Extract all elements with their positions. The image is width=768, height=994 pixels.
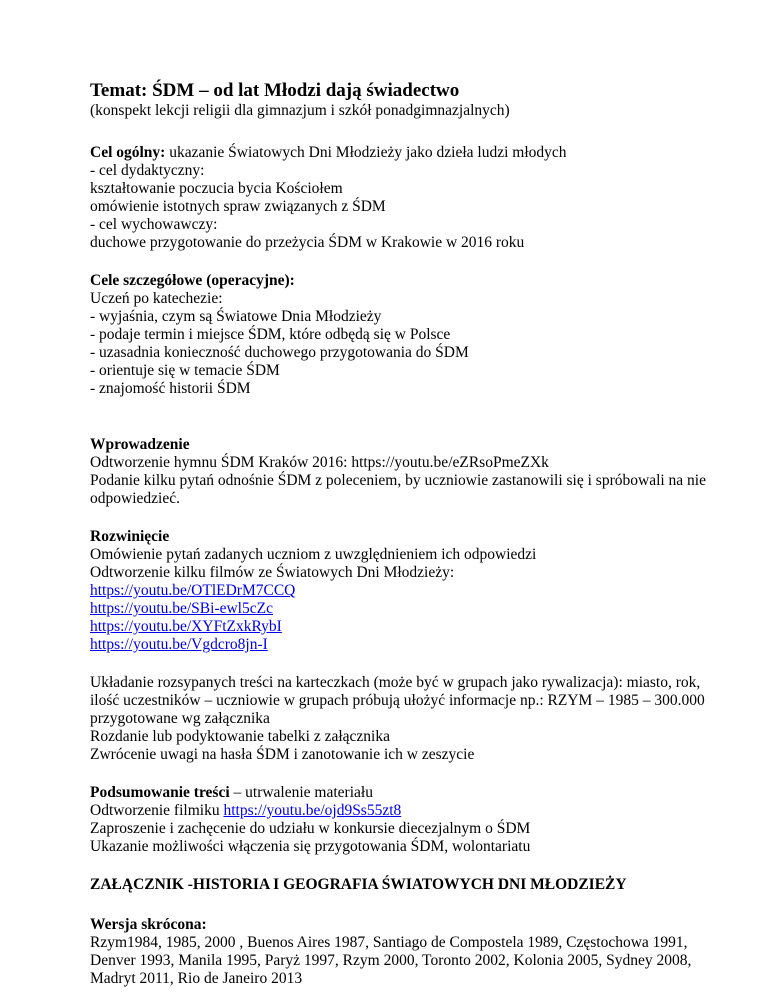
zalacznik-label: Wersja skrócona: bbox=[90, 916, 207, 933]
cele-szczegolowe-item: - znajomość historii ŚDM bbox=[90, 380, 251, 397]
cel-ogolny-item: omówienie istotnych spraw związanych z ŚDM bbox=[90, 198, 386, 215]
cele-szczegolowe-item: - wyjaśnia, czym są Światowe Dnia Młodzieży bbox=[90, 308, 382, 325]
section-cel-ogolny bbox=[90, 144, 728, 252]
podsumowanie-heading bbox=[90, 784, 728, 802]
podsumowanie-line: Zaproszenie i zachęcenie do udziału w konkursie diecezjalnym o ŚDM bbox=[90, 820, 531, 837]
video-link[interactable]: https://youtu.be/SBi-ewl5cZc bbox=[90, 600, 273, 617]
cel-ogolny-text: ukazanie Światowych Dni Młodzieży jako dzieła ludzi młodych bbox=[165, 144, 567, 161]
page-subtitle: (konspekt lekcji religii dla gimnazjum i szkół ponadgimnazjalnych) bbox=[90, 102, 510, 119]
cel-ogolny-line bbox=[90, 144, 728, 162]
video-link[interactable]: https://youtu.be/Vgdcro8jn-I bbox=[90, 636, 268, 653]
film-link[interactable]: https://youtu.be/ojd9Ss55zt8 bbox=[223, 802, 402, 819]
podsumowanie-film-prefix: Odtworzenie filmiku bbox=[90, 802, 224, 819]
zalacznik-heading: ZAŁĄCZNIK -HISTORIA I GEOGRAFIA ŚWIATOWYCH DNI MŁODZIEŻY bbox=[90, 876, 627, 893]
cel-ogolny-item: duchowe przygotowanie do przeżycia ŚDM w Krakowie w 2016 roku bbox=[90, 234, 525, 251]
wprowadzenie-paragraph: Podanie kilku pytań odnośnie ŚDM z poleceniem, by uczniowie zastanowili się i spróbowali na nie odpowiedzieć. bbox=[90, 472, 706, 507]
cele-szczegolowe-item: - podaje termin i miejsce ŚDM, które odbędą się w Polsce bbox=[90, 326, 451, 343]
cel-ogolny-item: kształtowanie poczucia bycia Kościołem bbox=[90, 180, 343, 197]
cele-szczegolowe-item: - orientuje się w temacie ŚDM bbox=[90, 362, 280, 379]
cel-ogolny-label: Cel ogólny: bbox=[90, 144, 166, 161]
wprowadzenie-hymn: Odtworzenie hymnu ŚDM Kraków 2016: https://youtu.be/eZRsoPmeZXk bbox=[90, 454, 549, 471]
podsumowanie-film bbox=[90, 802, 728, 820]
zalacznik-paragraph: Rzym1984, 1985, 2000 , Buenos Aires 1987, Santiago de Compostela 1989, Częstochowa 1991, Denver 1993, Manila 1995, Paryż 1997, Rzym 2000, Toronto 2002, Kolonia 2005, Sydney 2008, Madryt 2011, Rio de Janeiro 2013 bbox=[90, 934, 692, 987]
section-podsumowanie bbox=[90, 784, 728, 856]
ukladanie-paragraph: Układanie rozsypanych treści na karteczkach (może być w grupach jako rywalizacja): miasto, rok, ilość uczestników – uczniowie w grupach próbują ułożyć informacje np.: RZYM – 1985 – 300.000 przygotowane wg załącznika bbox=[90, 674, 705, 727]
cele-szczegolowe-item: Uczeń po katechezie: bbox=[90, 290, 223, 307]
ukladanie-line: Rozdanie lub podyktowanie tabelki z załącznika bbox=[90, 728, 390, 745]
video-link[interactable]: https://youtu.be/OTlEDrM7CCQ bbox=[90, 582, 296, 599]
wprowadzenie-label: Wprowadzenie bbox=[90, 436, 190, 453]
rozwiniecie-label: Rozwinięcie bbox=[90, 528, 170, 545]
section-cele-szczegolowe bbox=[90, 272, 728, 398]
cele-szczegolowe-label: Cele szczegółowe (operacyjne): bbox=[90, 272, 295, 289]
page-title: Temat: ŚDM – od lat Młodzi dają świadectwo bbox=[90, 80, 460, 101]
section-rozwiniecie bbox=[90, 528, 728, 654]
ukladanie-line: Zwrócenie uwagi na hasła ŚDM i zanotowanie ich w zeszycie bbox=[90, 746, 475, 763]
podsumowanie-label-rest: – utrwalenie materiału bbox=[229, 784, 373, 801]
section-ukladanie bbox=[90, 674, 728, 764]
section-zalacznik bbox=[90, 916, 728, 988]
cel-ogolny-item: - cel wychowawczy: bbox=[90, 216, 218, 233]
rozwiniecie-line: Odtworzenie kilku filmów ze Światowych Dni Młodzieży: bbox=[90, 564, 455, 581]
section-wprowadzenie bbox=[90, 436, 728, 508]
cel-ogolny-item: - cel dydaktyczny: bbox=[90, 162, 205, 179]
podsumowanie-label: Podsumowanie treści bbox=[90, 784, 230, 801]
rozwiniecie-line: Omówienie pytań zadanych uczniom z uwzględnieniem ich odpowiedzi bbox=[90, 546, 537, 563]
cele-szczegolowe-item: - uzasadnia konieczność duchowego przygotowania do ŚDM bbox=[90, 344, 469, 361]
podsumowanie-line: Ukazanie możliwości włączenia się przygotowania ŚDM, wolontariatu bbox=[90, 838, 531, 855]
video-link[interactable]: https://youtu.be/XYFtZxkRybI bbox=[90, 618, 282, 635]
